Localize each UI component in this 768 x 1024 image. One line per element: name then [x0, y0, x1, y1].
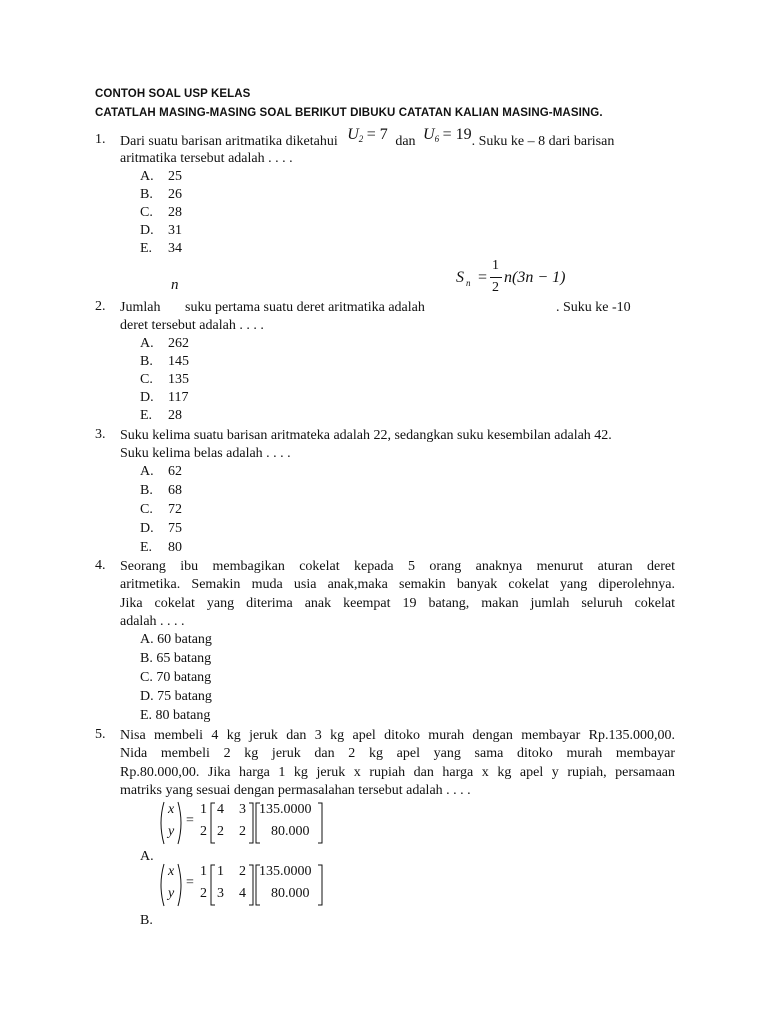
q5-option-a-label: A.	[140, 849, 154, 864]
matrix-a-a12: 3	[239, 802, 246, 817]
header-title: CONTOH SOAL USP KELAS	[95, 88, 251, 100]
q5-line1: Nisa membeli 4 kg jeruk dan 3 kg apel ditoko murah dengan membayar Rp.135.000,00.	[120, 728, 675, 743]
q5-matrix-a	[156, 800, 331, 846]
matrix-a-a22: 2	[239, 824, 246, 839]
q1-option-c-value: 28	[168, 205, 182, 220]
q4-option-a: A. 60 batang	[140, 632, 212, 647]
q4-option-b: B. 65 batang	[140, 651, 212, 666]
matrix-a-b1: 135.0000	[259, 802, 312, 817]
q2-text-c: . Suku ke -10	[556, 300, 631, 315]
q2-text-a: Jumlah	[120, 300, 161, 315]
q1-option-c-letter: C.	[140, 205, 153, 220]
matrix-b-eq: =	[186, 875, 194, 890]
q5-number: 5.	[95, 727, 106, 742]
q1-option-a-value: 25	[168, 169, 182, 184]
matrix-b-a22: 4	[239, 886, 246, 901]
q3-option-e	[140, 539, 182, 557]
q5-matrix-b	[156, 862, 331, 908]
q2-option-b-letter: B.	[140, 354, 153, 369]
q3-option-b-value: 68	[168, 483, 182, 498]
header-instruction: CATATLAH MASING-MASING SOAL BERIKUT DIBUKU CATATAN KALIAN MASING-MASING.	[95, 107, 603, 119]
matrix-b-two: 2	[200, 886, 207, 901]
q2-fraction-bar	[490, 277, 502, 278]
matrix-a-eq: =	[186, 813, 194, 828]
q1-option-d-letter: D.	[140, 223, 154, 238]
q1-number: 1.	[95, 132, 106, 147]
q2-option-e-value: 28	[168, 408, 182, 423]
q4-line4: adalah . . . .	[120, 614, 185, 629]
q1-u6-formula	[423, 128, 472, 143]
q3-option-e-letter: E.	[140, 540, 153, 555]
matrix-a-a21: 2	[217, 824, 224, 839]
q1-u2-val: = 7	[366, 126, 388, 143]
matrix-b-y: y	[168, 886, 175, 901]
q1-option-e-letter: E.	[140, 241, 153, 256]
q1-option-b	[140, 186, 182, 204]
q2-option-c	[140, 371, 189, 389]
q2-formula-den: 2	[492, 280, 499, 295]
q2-option-e	[140, 407, 182, 425]
q2-option-e-letter: E.	[140, 408, 153, 423]
q4-line1: Seorang ibu membagikan cokelat kepada 5 orang anaknya menurut aturan deret	[120, 559, 675, 574]
q1-option-b-value: 26	[168, 187, 182, 202]
q2-option-c-value: 135	[168, 372, 189, 387]
q4-option-d: D. 75 batang	[140, 689, 212, 704]
q3-option-c	[140, 501, 182, 519]
q1-u2-formula	[347, 128, 388, 143]
q2-formula-eq: =	[478, 269, 488, 286]
q2-option-b-value: 145	[168, 354, 189, 369]
q3-option-c-value: 72	[168, 502, 182, 517]
q4-option-e: E. 80 batang	[140, 708, 211, 723]
matrix-a-y: y	[168, 824, 175, 839]
q3-option-b	[140, 482, 182, 500]
matrix-b-a12: 2	[239, 864, 246, 879]
matrix-a-a11: 4	[217, 802, 224, 817]
q1-option-b-letter: B.	[140, 187, 153, 202]
matrix-b-b1: 135.0000	[259, 864, 312, 879]
q2-option-b	[140, 353, 189, 371]
matrix-b-a21: 3	[217, 886, 224, 901]
q4-number: 4.	[95, 558, 106, 573]
matrix-b-x: x	[168, 864, 175, 879]
matrix-b-one: 1	[200, 864, 207, 879]
q4-line3: Jika cokelat yang diterima anak keempat 19 batang, makan jumlah seluruh cokelat	[120, 596, 675, 611]
q2-text-b: suku pertama suatu deret aritmatika adalah	[185, 300, 425, 315]
q2-option-c-letter: C.	[140, 372, 153, 387]
q2-option-d	[140, 389, 188, 407]
q2-formula-rest: n(3n − 1)	[504, 269, 566, 286]
q3-option-a-letter: A.	[140, 464, 154, 479]
q1-option-e	[140, 240, 182, 258]
q1-u2-label: U	[347, 126, 359, 143]
matrix-a-two: 2	[200, 824, 207, 839]
matrix-b-a11: 1	[217, 864, 224, 879]
q1-u2-sub: 2	[358, 134, 364, 144]
q3-option-b-letter: B.	[140, 483, 153, 498]
q2-option-d-letter: D.	[140, 390, 154, 405]
q3-option-e-value: 80	[168, 540, 182, 555]
q5-option-b-label: B.	[140, 913, 153, 928]
q2-formula-s: S	[456, 269, 464, 286]
q1-option-e-value: 34	[168, 241, 182, 256]
q1-option-d-value: 31	[168, 223, 182, 238]
q3-line2: Suku kelima belas adalah . . . .	[120, 446, 291, 461]
q2-formula-num: 1	[492, 258, 499, 273]
q5-line4: matriks yang sesuai dengan permasalahan tersebut adalah . . . .	[120, 783, 471, 798]
q3-option-d-value: 75	[168, 521, 182, 536]
q3-line1: Suku kelima suatu barisan aritmateka adalah 22, sedangkan suku kesembilan adalah 42.	[120, 428, 612, 443]
q1-option-c	[140, 204, 182, 222]
q1-text-b: . Suku ke – 8 dari barisan	[471, 134, 615, 149]
q1-u6-label: U	[423, 126, 435, 143]
q3-option-a	[140, 463, 182, 481]
q1-text-a: Dari suatu barisan aritmatika diketahui	[120, 134, 338, 149]
q1-option-d	[140, 222, 182, 240]
q1-u6-val: = 19	[442, 126, 472, 143]
q2-option-d-value: 117	[168, 390, 189, 405]
q3-option-d-letter: D.	[140, 521, 154, 536]
q1-u6-sub: 6	[434, 134, 440, 144]
q4-line2: aritmetika. Semakin muda usia anak,maka semakin banyak cokelat yang diperolehnya.	[120, 577, 675, 592]
q2-option-a	[140, 335, 189, 353]
matrix-a-b2: 80.000	[271, 824, 310, 839]
q1-option-a	[140, 168, 182, 186]
q5-line3: Rp.80.000,00. Jika harga 1 kg jeruk x rupiah dan harga x kg apel y rupiah, persamaan	[120, 765, 675, 780]
q3-option-a-value: 62	[168, 464, 182, 479]
q2-number: 2.	[95, 299, 106, 314]
q2-floating-n: n	[171, 277, 179, 293]
q2-line2: deret tersebut adalah . . . .	[120, 318, 264, 333]
q3-number: 3.	[95, 427, 106, 442]
q1-dan: dan	[395, 134, 416, 149]
q1-line2: aritmatika tersebut adalah . . . .	[120, 151, 293, 166]
q3-option-d	[140, 520, 182, 538]
matrix-a-x: x	[168, 802, 175, 817]
q3-option-c-letter: C.	[140, 502, 153, 517]
q4-option-c: C. 70 batang	[140, 670, 212, 685]
q2-option-a-letter: A.	[140, 336, 154, 351]
q1-option-a-letter: A.	[140, 169, 154, 184]
q2-option-a-value: 262	[168, 336, 189, 351]
matrix-a-one: 1	[200, 802, 207, 817]
matrix-b-b2: 80.000	[271, 886, 310, 901]
q2-formula-sub: n	[466, 278, 471, 288]
q5-line2: Nida membeli 2 kg jeruk dan 2 kg apel yang sama ditoko murah membayar	[120, 746, 675, 761]
